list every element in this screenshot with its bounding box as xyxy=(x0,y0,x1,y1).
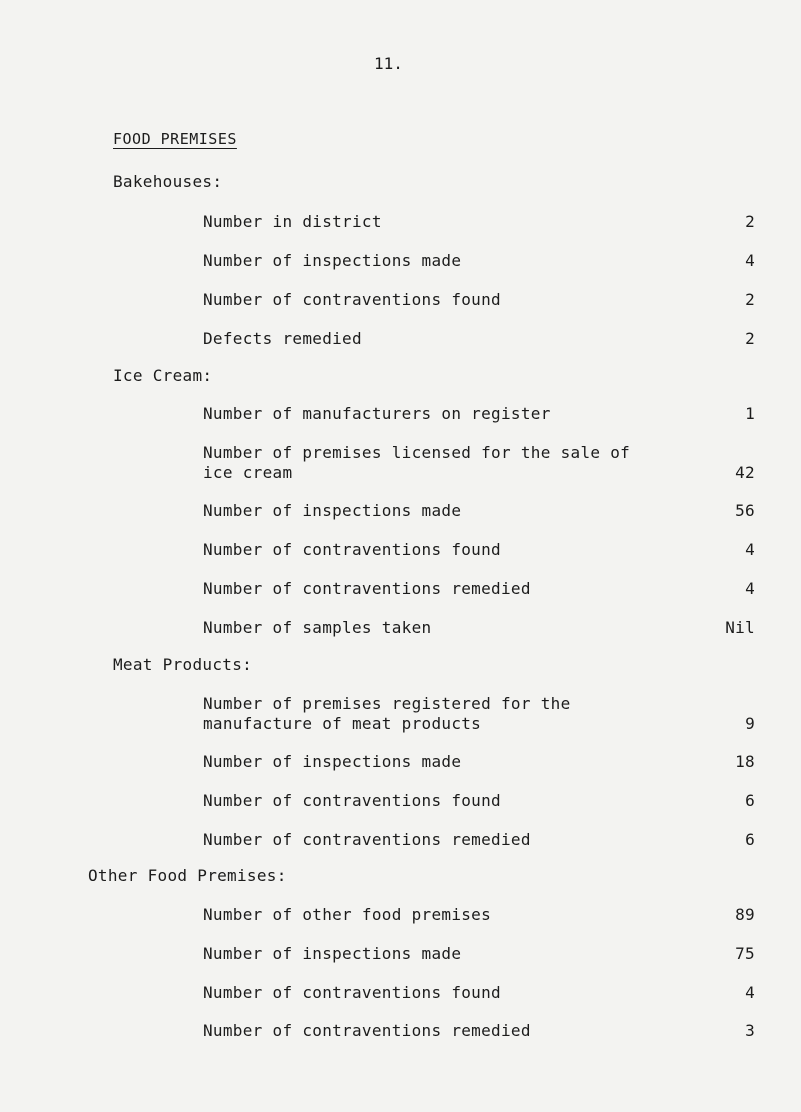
row-label: Number of inspections made xyxy=(203,944,462,963)
row-value: 2 xyxy=(745,290,755,309)
row-label: Number of premises licensed for the sale of ice cream xyxy=(203,443,631,482)
row-value: 9 xyxy=(745,714,755,733)
table-row xyxy=(203,540,755,560)
table-row xyxy=(203,791,755,811)
row-value: 42 xyxy=(735,463,755,482)
section-heading-ice-cream: Ice Cream: xyxy=(113,366,213,385)
row-value: 18 xyxy=(735,752,755,771)
row-value: 56 xyxy=(735,501,755,520)
table-row xyxy=(203,752,755,772)
row-label: Number of contraventions found xyxy=(203,791,501,810)
row-value: 4 xyxy=(745,983,755,1002)
table-row xyxy=(203,830,755,850)
row-value: Nil xyxy=(725,618,755,637)
row-label: Number of contraventions remedied xyxy=(203,830,531,849)
table-row xyxy=(203,443,755,483)
section-heading-bakehouses: Bakehouses: xyxy=(113,172,223,191)
row-label: Number of samples taken xyxy=(203,618,432,637)
row-label: Number of premises registered for the manufacture of meat products xyxy=(203,694,571,733)
row-label: Number of inspections made xyxy=(203,501,462,520)
row-label: Number of contraventions remedied xyxy=(203,1021,531,1040)
row-value: 4 xyxy=(745,540,755,559)
section-heading-meat-products: Meat Products: xyxy=(113,655,253,674)
table-row xyxy=(203,1021,755,1041)
table-row xyxy=(203,694,755,734)
row-label: Number of contraventions remedied xyxy=(203,579,531,598)
section-heading-other-food-premises: Other Food Premises: xyxy=(88,866,287,885)
row-value: 6 xyxy=(745,791,755,810)
table-row xyxy=(203,212,755,232)
table-row xyxy=(203,251,755,271)
row-label: Number of contraventions found xyxy=(203,290,501,309)
row-value: 4 xyxy=(745,579,755,598)
row-label: Number of inspections made xyxy=(203,752,462,771)
page-title: FOOD PREMISES xyxy=(113,130,237,148)
table-row xyxy=(203,905,755,925)
row-label: Number of contraventions found xyxy=(203,540,501,559)
row-label: Defects remedied xyxy=(203,329,362,348)
table-row xyxy=(203,329,755,349)
table-row xyxy=(203,983,755,1003)
row-label: Number of other food premises xyxy=(203,905,492,924)
table-row xyxy=(203,618,755,638)
row-value: 2 xyxy=(745,329,755,348)
row-label: Number of contraventions found xyxy=(203,983,501,1002)
row-value: 89 xyxy=(735,905,755,924)
table-row xyxy=(203,501,755,521)
row-value: 3 xyxy=(745,1021,755,1040)
table-row xyxy=(203,404,755,424)
table-row xyxy=(203,290,755,310)
row-value: 6 xyxy=(745,830,755,849)
row-value: 75 xyxy=(735,944,755,963)
row-value: 1 xyxy=(745,404,755,423)
row-label: Number of inspections made xyxy=(203,251,462,270)
row-label: Number in district xyxy=(203,212,382,231)
page-number: 11. xyxy=(374,54,403,73)
row-value: 2 xyxy=(745,212,755,231)
table-row xyxy=(203,579,755,599)
table-row xyxy=(203,944,755,964)
row-value: 4 xyxy=(745,251,755,270)
row-label: Number of manufacturers on register xyxy=(203,404,551,423)
